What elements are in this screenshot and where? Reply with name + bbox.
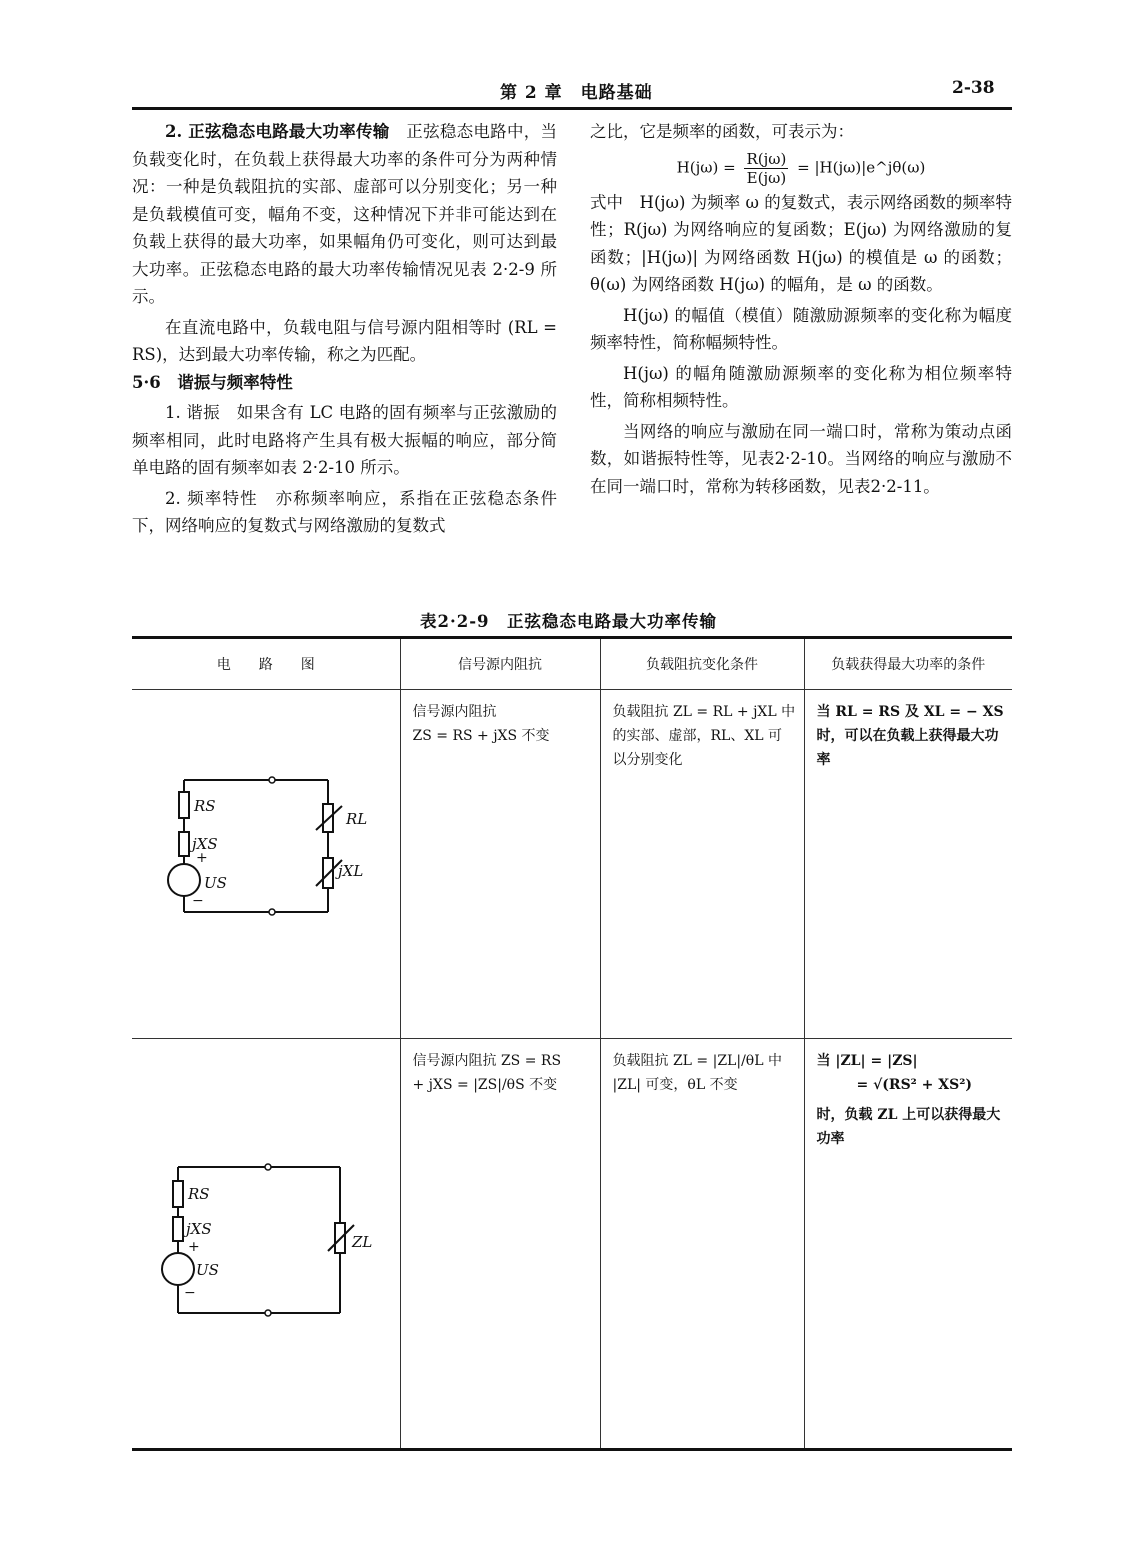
paragraph-lead: 2. 正弦稳态电路最大功率传输 (165, 122, 390, 141)
max-power-condition-cell (804, 690, 1012, 1039)
max-power-condition-text (805, 1039, 1013, 1151)
reactance-xs-symbol (173, 1217, 183, 1241)
header-rule (132, 107, 1012, 110)
label-jxs: jXS (186, 1220, 212, 1238)
label-us: US (204, 874, 227, 892)
plus-sign: + (188, 1239, 200, 1255)
formula-denominator: E(jω) (746, 168, 787, 187)
label-us: US (196, 1261, 219, 1279)
source-impedance-line: + jXS = |ZS|/θS 不变 (412, 1077, 558, 1093)
paragraph-max-power (132, 118, 557, 311)
load-condition-text: 负载阻抗 ZL = RL + jXL 中的实部、虚部，RL、XL 可以分别变化 (612, 704, 796, 768)
left-column (132, 118, 557, 540)
condition-line: 当 RL = RS 及 XL = − XS (816, 704, 1004, 720)
resistor-rs-symbol (173, 1181, 183, 1207)
paragraph-dc-match: 在直流电路中，负载电阻与信号源内阻相等时 (RL = RS)，达到最大功率传输，称之为匹配。 (132, 317, 557, 364)
source-impedance-line: ZS = RS + jXS 不变 (412, 728, 550, 744)
circuit-cell (132, 1039, 400, 1450)
source-impedance-cell (400, 1039, 600, 1450)
voltage-source-symbol (162, 1253, 194, 1285)
paragraph-definitions: 式中 H(jω) 为频率 ω 的复数式，表示网络函数的频率特性；R(jω) 为网络响应的复函数；E(jω) 为网络激励的复函数；|H(jω)| 为网络函数 H(jω) 的模值是 ω 的函数；θ(ω) 为网络函数 H(jω) 的幅角，是 ω 的函数。 (590, 192, 1012, 294)
max-power-table (132, 636, 1012, 1451)
header-max-power-condition: 负载获得最大功率的条件 (804, 638, 1012, 690)
paragraph-frequency: 2. 频率特性 亦称频率响应，系指在正弦稳态条件下，网络响应的复数式与网络激励的复数式 (132, 488, 557, 535)
label-jxs: jXS (192, 835, 218, 853)
reactance-xs-symbol (179, 832, 189, 856)
formula-fraction (744, 150, 788, 187)
max-power-condition-cell (804, 1039, 1012, 1450)
formula-numerator: R(jω) (746, 149, 787, 168)
minus-sign: − (184, 1285, 196, 1301)
label-rl: RL (346, 810, 368, 828)
label-zl: ZL (352, 1233, 373, 1251)
formula-rhs: = |H(jω)|e^jθ(ω) (797, 158, 926, 176)
label-jxl: jXL (338, 862, 364, 880)
load-condition-cell (600, 690, 804, 1039)
paragraph-port: 当网络的响应与激励在同一端口时，常称为策动点函数，如谐振特性等，见表2·2-10。当网络的响应与激励不在同一端口时，常称为转移函数，见表2·2-11。 (590, 421, 1012, 496)
terminal-top (269, 777, 275, 783)
circuit-diagram-1 (132, 690, 398, 1034)
source-impedance-line: 信号源内阻抗 (412, 704, 497, 720)
paragraph-resonance: 1. 谐振 如果含有 LC 电路的固有频率与正弦激励的频率相同，此时电路将产生具有极大振幅的响应，部分简单电路的固有频率如表 2·2-10 所示。 (132, 403, 557, 477)
circuit-diagram-2 (132, 1039, 398, 1444)
formula-lhs: H(jω) = (676, 158, 736, 176)
load-condition-text: 负载阻抗 ZL = |ZL|/θL 中 |ZL| 可变，θL 不变 (612, 1053, 782, 1093)
source-impedance-cell (400, 690, 600, 1039)
header-load-condition: 负载阻抗变化条件 (600, 638, 804, 690)
label-rs: RS (188, 1185, 210, 1203)
plus-sign: + (196, 850, 208, 866)
condition-line: = √(RS² + XS²) (856, 1077, 973, 1093)
load-condition-cell (600, 1039, 804, 1450)
header-source-impedance: 信号源内阻抗 (400, 638, 600, 690)
paragraph-body: 正弦稳态电路中，当负载变化时，在负载上获得最大功率的条件可分为两种情况：一种是负载阻抗的实部、虚部可以分别变化；另一种是负载模值可变，幅角不变，这种情况下并非可能达到在负载上获得的最大功率，如果幅角仍可变化，则可达到最大功率。正弦稳态电路的最大功率传输情况见表 2·2-9 所示。 (132, 122, 557, 306)
transfer-function-formula (590, 150, 1012, 187)
table-row (132, 1039, 1012, 1450)
terminal-bottom (265, 1310, 271, 1316)
paragraph-amplitude: H(jω) 的幅值（模值）随激励源频率的变化称为幅度频率特性，简称幅频特性。 (590, 305, 1012, 352)
table-caption: 表2·2-9 正弦稳态电路最大功率传输 (420, 612, 718, 631)
header-circuit: 电 路 图 (132, 638, 400, 690)
resistor-rs-symbol (179, 792, 189, 818)
circuit-cell (132, 690, 400, 1039)
terminal-top (265, 1164, 271, 1170)
section-heading: 5·6 谐振与频率特性 (132, 372, 293, 392)
page-number: 2-38 (952, 78, 995, 98)
label-rs: RS (194, 797, 216, 815)
condition-line: 时，可以在负载上获得最大功率 (816, 728, 999, 768)
table-header-row (132, 638, 1012, 690)
source-impedance-text (401, 1039, 600, 1097)
source-impedance-line: 信号源内阻抗 ZS = RS (412, 1053, 562, 1069)
terminal-bottom (269, 909, 275, 915)
condition-line: 时，负载 ZL 上可以获得最大功率 (816, 1107, 1001, 1147)
table-row (132, 690, 1012, 1039)
running-header-title: 第 2 章 电路基础 (500, 83, 653, 103)
condition-line: 当 |ZL| = |ZS| (816, 1053, 918, 1069)
source-impedance-text (401, 690, 600, 748)
max-power-condition-text (805, 690, 1013, 772)
paragraph-phase: H(jω) 的幅角随激励源频率的变化称为相位频率特性，简称相频特性。 (590, 363, 1012, 410)
minus-sign: − (192, 893, 204, 909)
voltage-source-symbol (168, 864, 200, 896)
right-column (590, 118, 1012, 500)
paragraph-ratio: 之比，它是频率的函数，可表示为： (590, 122, 854, 141)
